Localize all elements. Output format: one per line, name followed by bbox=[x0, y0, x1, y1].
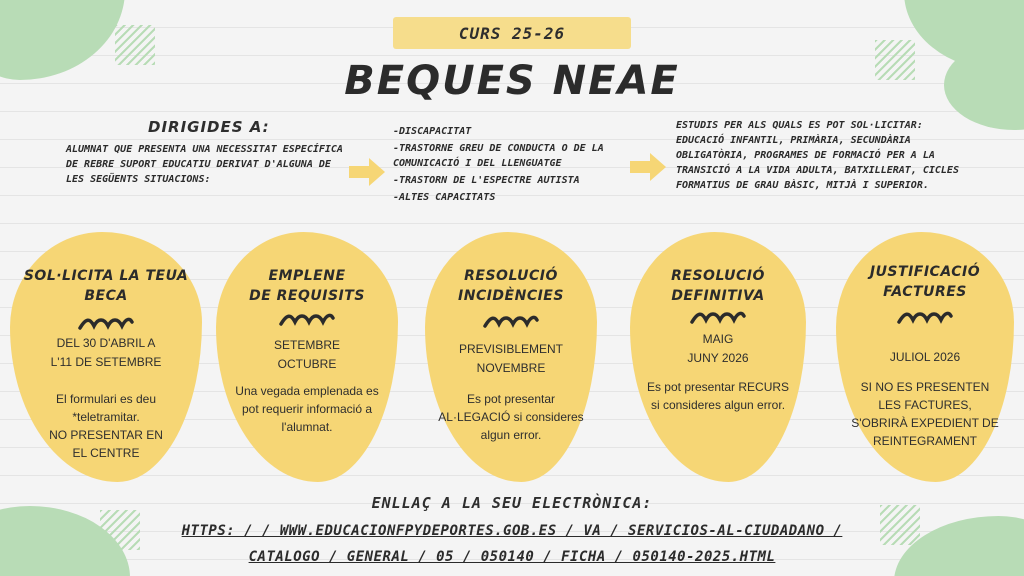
step-date-line: SETEMBRE bbox=[273, 338, 340, 352]
step-date-line: MAIG bbox=[702, 332, 734, 346]
step-title-line: RESOLUCIÓ bbox=[671, 268, 765, 284]
step-description-text: Es pot presentar RECURS si consideres algun error. bbox=[646, 380, 790, 412]
step-card-final-resolution bbox=[630, 232, 806, 482]
squiggle-divider-icon bbox=[78, 316, 134, 332]
step-description bbox=[22, 390, 190, 462]
step-card-requirements bbox=[216, 232, 398, 482]
step-card-apply bbox=[10, 232, 202, 482]
step-card-invoices bbox=[836, 232, 1014, 482]
step-date bbox=[844, 348, 1006, 367]
step-description bbox=[228, 382, 386, 436]
step-description bbox=[437, 390, 585, 444]
electronic-office-link[interactable]: HTTPS: / / WWW.EDUCACIONFPYDEPORTES.GOB.ES / VA / SERVICIOS-AL-CIUDADANO / CATALOGO / GENERAL / 05 / 050140 / FICHA / 050140-2025.HTML bbox=[181, 523, 843, 565]
step-title-line: EMPLENE bbox=[268, 268, 346, 284]
step-description-text: El formulari es deu *teletramitar. NO PRESENTAR EN EL CENTRE bbox=[49, 392, 163, 460]
step-title-line: BECA bbox=[84, 288, 128, 304]
step-title bbox=[842, 262, 1008, 302]
step-title bbox=[16, 266, 196, 306]
step-title-line: RESOLUCIÓ bbox=[464, 268, 558, 284]
squiggle-divider-icon bbox=[897, 310, 953, 326]
eligibility-intro: ALUMNAT QUE PRESENTA UNA NECESSITAT ESPECÍFICA DE REBRE SUPORT EDUCATIU DERIVAT D'ALGUNA DE LES SEGÜENTS SITUACIONS: bbox=[66, 144, 343, 185]
step-title bbox=[431, 266, 591, 306]
step-title-line: JUSTIFICACIÓ bbox=[869, 264, 981, 280]
step-title bbox=[222, 266, 392, 306]
step-description-text: Es pot presentar AL·LEGACIÓ si consideres algun error. bbox=[438, 392, 584, 442]
step-title-line: INCIDÈNCIES bbox=[458, 288, 564, 304]
step-title-line: DE REQUISITS bbox=[249, 288, 365, 304]
squiggle-divider-icon bbox=[690, 310, 746, 326]
step-date-line: DEL 30 D'ABRIL A bbox=[56, 336, 156, 350]
link-label: ENLLAÇ A LA SEU ELECTRÒNICA: bbox=[371, 494, 653, 512]
eligible-studies: ESTUDIS PER ALS QUALS ES POT SOL·LICITAR: EDUCACIÓ INFANTIL, PRIMÀRIA, SECUNDÀRIA OBLIGATÒRIA, PROGRAMES DE FORMACIÓ PER A LA TRANSICIÓ A LA VIDA ADULTA, BATXILLERAT, CICLES FORMATIUS DE GRAU BÀSIC, MITJÀ I SUPERIOR. bbox=[676, 120, 959, 191]
condition-item: -TRASTORN DE L'ESPECTRE AUTISTA bbox=[393, 175, 580, 186]
arrow-right-icon bbox=[630, 152, 666, 182]
condition-item: -ALTES CAPACITATS bbox=[393, 192, 496, 203]
step-card-incidents bbox=[425, 232, 597, 482]
step-date bbox=[18, 334, 194, 372]
step-description bbox=[848, 378, 1002, 450]
step-title-line: SOL·LICITA LA TEUA bbox=[23, 268, 189, 284]
step-title-line: FACTURES bbox=[883, 284, 967, 300]
step-date bbox=[224, 336, 390, 374]
course-badge: CURS 25-26 bbox=[393, 17, 631, 49]
eligibility-conditions bbox=[393, 124, 633, 207]
step-date-line: PREVISIBLEMENT bbox=[458, 342, 564, 356]
step-date-line: OCTUBRE bbox=[277, 357, 337, 371]
step-title bbox=[636, 266, 800, 306]
step-description bbox=[642, 378, 794, 414]
condition-item: -TRASTORNE GREU DE CONDUCTA O DE LA COMUNICACIÓ I DEL LLENGUATGE bbox=[393, 143, 604, 169]
decor-hatch-bottom-left bbox=[100, 510, 140, 550]
step-description-text: Una vegada emplenada es pot requerir informació a l'alumnat. bbox=[235, 384, 379, 434]
squiggle-divider-icon bbox=[483, 314, 539, 330]
step-date bbox=[433, 340, 589, 378]
eligibility-heading: DIRIGIDES A: bbox=[148, 118, 270, 136]
step-date bbox=[638, 330, 798, 368]
step-title-line: DEFINITIVA bbox=[671, 288, 765, 304]
condition-item: -DISCAPACITAT bbox=[393, 126, 472, 137]
step-date-line: NOVEMBRE bbox=[476, 361, 546, 375]
arrow-right-icon bbox=[349, 157, 385, 187]
step-date-line: JULIOL 2026 bbox=[889, 350, 961, 364]
step-description-text: SI NO ES PRESENTEN LES FACTURES, S'OBRIRÀ EXPEDIENT DE REINTEGRAMENT bbox=[851, 380, 999, 448]
squiggle-divider-icon bbox=[279, 312, 335, 328]
step-date-line: L'11 DE SETEMBRE bbox=[50, 355, 162, 369]
step-date-line: JUNY 2026 bbox=[687, 351, 749, 365]
page-title: BEQUES NEAE bbox=[344, 58, 680, 104]
